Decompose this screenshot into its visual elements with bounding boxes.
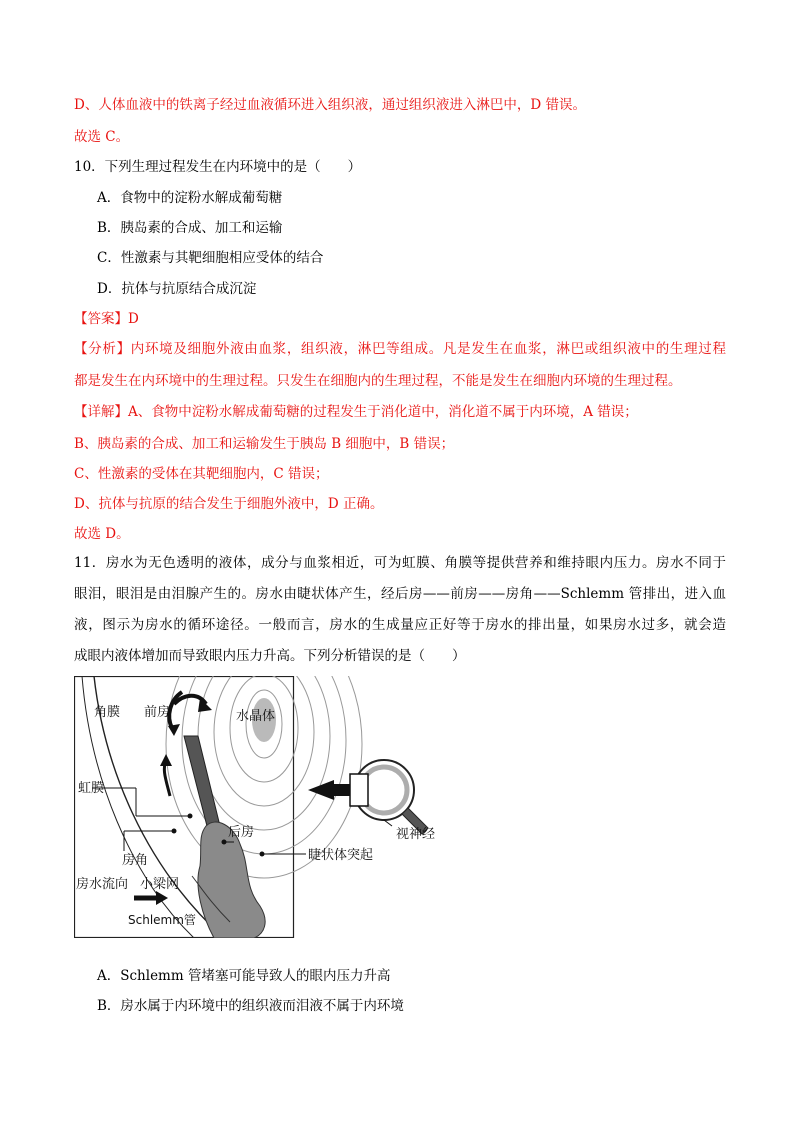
aqueous-humor-diagram bbox=[74, 676, 466, 938]
q11-stem-line4: 成眼内液体增加而导致眼内压力升高。下列分析错误的是（ ） bbox=[74, 648, 466, 664]
q10-option-a: A．食物中的淀粉水解成葡萄糖 bbox=[97, 190, 283, 206]
q10-analysis-line1: 【分析】内环境及细胞外液由血浆，组织液，淋巴等组成。凡是发生在血浆，淋巴或组织液中的生理过程 bbox=[74, 341, 726, 357]
label-posterior-chamber: 后房 bbox=[228, 825, 255, 840]
q10-stem: 10．下列生理过程发生在内环境中的是（ ） bbox=[74, 159, 362, 175]
q10-analysis-line2: 都是发生在内环境中的生理过程。只发生在细胞内的生理过程，不能是发生在细胞内环境的生理过程。 bbox=[74, 373, 682, 389]
q10-conclusion: 故选 D。 bbox=[74, 526, 130, 542]
q9-conclusion: 故选 C。 bbox=[74, 129, 130, 145]
q10-option-d: D．抗体与抗原结合成沉淀 bbox=[97, 281, 257, 297]
q10-option-b: B．胰岛素的合成、加工和运输 bbox=[97, 220, 283, 236]
label-schlemm: Schlemm管 bbox=[128, 913, 196, 927]
label-lens: 水晶体 bbox=[236, 709, 276, 724]
q11-stem-line1: 11．房水为无色透明的液体，成分与血浆相近，可为虹膜、角膜等提供营养和维持眼内压力。房水不同于 bbox=[74, 555, 726, 571]
label-cornea: 角膜 bbox=[94, 705, 121, 720]
label-angle: 房角 bbox=[122, 853, 149, 868]
q11-option-b: B．房水属于内环境中的组织液而泪液不属于内环境 bbox=[97, 998, 404, 1014]
q11-stem-line3: 液，图示为房水的循环途径。一般而言，房水的生成量应正好等于房水的排出量，如果房水过多，就会造 bbox=[74, 617, 726, 633]
label-optic-nerve: 视神经 bbox=[396, 827, 436, 842]
q10-detail-b: B、胰岛素的合成、加工和运输发生于胰岛 B 细胞中，B 错误； bbox=[74, 436, 455, 452]
q9-option-d-analysis: D、人体血液中的铁离子经过血液循环进入组织液，通过组织液进入淋巴中，D 错误。 bbox=[74, 97, 586, 113]
label-flow-direction: 房水流向 bbox=[76, 877, 129, 892]
q10-detail-a: 【详解】A、食物中淀粉水解成葡萄糖的过程发生于消化道中，消化道不属于内环境，A 错误； bbox=[74, 404, 638, 420]
label-iris: 虹膜 bbox=[78, 781, 105, 796]
label-trabecular: 小梁网 bbox=[140, 877, 180, 892]
q11-option-a: A．Schlemm 管堵塞可能导致人的眼内压力升高 bbox=[97, 968, 391, 984]
label-ciliary-process: 睫状体突起 bbox=[308, 848, 374, 863]
q11-stem-line2: 眼泪，眼泪是由泪腺产生的。房水由睫状体产生，经后房——前房——房角——Schlemm 管排出，进入血 bbox=[74, 586, 726, 602]
q10-answer: 【答案】D bbox=[74, 311, 139, 327]
q10-option-c: C．性激素与其靶细胞相应受体的结合 bbox=[97, 250, 324, 266]
q10-detail-d: D、抗体与抗原的结合发生于细胞外液中，D 正确。 bbox=[74, 496, 384, 512]
q10-detail-c: C、性激素的受体在其靶细胞内，C 错误； bbox=[74, 466, 329, 482]
label-anterior-chamber: 前房 bbox=[144, 705, 171, 720]
